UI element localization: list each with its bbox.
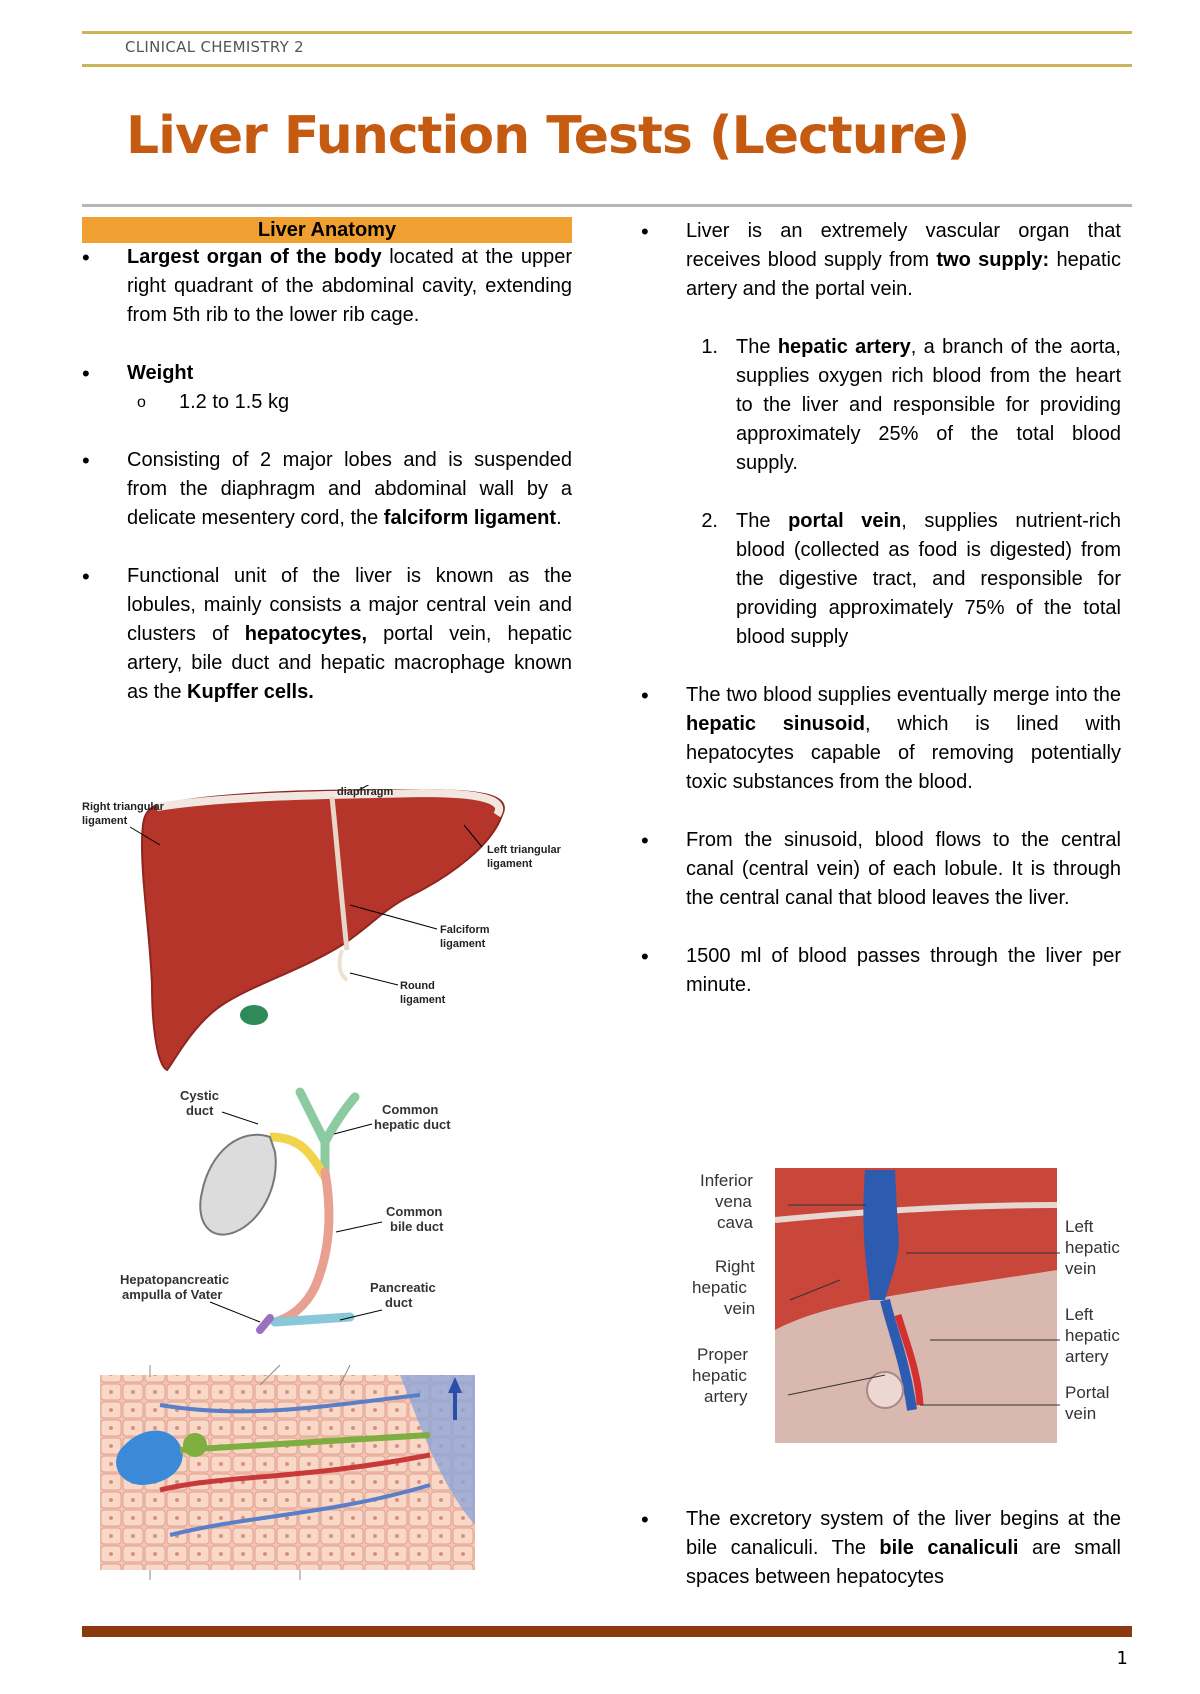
- blood-supply-list: [641, 217, 1121, 1000]
- label-right-triangular-2: ligament: [82, 815, 128, 827]
- running-header: CLINICAL CHEMISTRY 2: [125, 38, 304, 56]
- leader-line: [210, 1302, 260, 1322]
- label-left-hepatic-artery-3: artery: [1065, 1347, 1109, 1366]
- label-ampulla-2: ampulla of Vater: [122, 1287, 223, 1302]
- text: The: [736, 336, 778, 358]
- list-item: [82, 562, 572, 707]
- text: are small spaces between hepatocytes: [686, 1537, 1121, 1588]
- text: , supplies nutrient-rich blood (collected as food is digested) from the digestive tract, and responsible for providing approximately 75% of the total blood supply: [736, 510, 1121, 648]
- list-item: [82, 446, 572, 533]
- label-left-hepatic-artery: Left: [1065, 1305, 1094, 1324]
- label-left-triangular: Left triangular: [487, 844, 561, 856]
- page-title: Liver Function Tests (Lecture): [126, 106, 970, 166]
- hepatic-vessels-figure: [680, 1160, 1130, 1460]
- label-right-hepatic-vein-2: hepatic: [692, 1278, 747, 1297]
- cystic-duct: [270, 1137, 325, 1177]
- item-number: 1.: [701, 336, 718, 358]
- text: Consisting of 2 major lobes and is suspended from the diaphragm and abdominal wall by a delicate mesentery cord, the: [127, 449, 572, 529]
- list-item: [641, 1505, 1121, 1592]
- label-ampulla: Hepatopancreatic: [120, 1272, 230, 1287]
- label-portal-vein-2: vein: [1065, 1404, 1097, 1423]
- label-common-bile: Common: [386, 1204, 443, 1219]
- footer-rule: [82, 1626, 1132, 1637]
- pancreatic-duct: [275, 1317, 350, 1322]
- label-proper-hepatic-artery: Proper: [697, 1345, 749, 1364]
- hepatic-ducts: [300, 1092, 355, 1142]
- bold-text: Kupffer cells.: [187, 681, 314, 703]
- label-left-hepatic-vein-3: vein: [1065, 1259, 1097, 1278]
- bold-text: hepatocytes,: [244, 623, 368, 645]
- round-ligament: [340, 950, 347, 980]
- bold-text: hepatic sinusoid: [686, 713, 866, 735]
- anatomy-list: [82, 243, 572, 707]
- label-round: Round: [400, 980, 435, 992]
- text: , which is lined with hepatocytes capable of removing potentially toxic substances from the blood.: [686, 713, 1121, 793]
- label-pancreatic-2: duct: [385, 1295, 413, 1310]
- list-item: • 1500 ml of blood passes through the liver per minute.: [641, 942, 1121, 1000]
- label-left-triangular-2: ligament: [487, 858, 533, 870]
- label-right-triangular: Right triangular: [82, 801, 164, 813]
- label-left-hepatic-vein-2: hepatic: [1065, 1238, 1120, 1257]
- text: Functional unit of the liver is known as the lobules, mainly consists a major central vein and clusters of: [127, 565, 572, 645]
- label-ivc-2: vena: [715, 1192, 752, 1211]
- label-pancreatic: Pancreatic: [370, 1280, 436, 1295]
- bold-text: Largest organ of the body: [127, 246, 382, 268]
- bile-duct-figure: [120, 1082, 520, 1342]
- leader-line: [334, 1124, 372, 1134]
- common-bile-duct: [275, 1172, 329, 1322]
- label-cystic: Cystic: [180, 1088, 220, 1103]
- list-item: [82, 243, 572, 330]
- label-left-hepatic-artery-2: hepatic: [1065, 1326, 1120, 1345]
- left-column: [82, 217, 572, 736]
- label-common-bile-2: bile duct: [390, 1219, 444, 1234]
- numbered-item: [686, 333, 1121, 478]
- label-proper-hepatic-artery-3: artery: [704, 1387, 748, 1406]
- list-item: • From the sinusoid, blood flows to the central canal (central vein) of each lobule. It is through the central canal that blood leaves the liver.: [641, 826, 1121, 913]
- text: The excretory system of the liver begins at the bile canaliculi. The: [686, 1508, 1121, 1559]
- label-round-2: ligament: [400, 994, 446, 1006]
- text: The two blood supplies eventually merge into the: [686, 684, 1121, 706]
- bold-text: bile canaliculi: [879, 1537, 1019, 1559]
- title-rule: [82, 204, 1132, 207]
- label-portal-vein: Portal: [1065, 1383, 1110, 1402]
- sub-item: o 1.2 to 1.5 kg: [127, 388, 572, 417]
- text: Liver is an extremely vascular organ that receives blood supply from: [686, 220, 1121, 271]
- gallbladder: [240, 1005, 268, 1025]
- lobule-histology-figure: [100, 1365, 480, 1580]
- numbered-list: [686, 333, 1121, 652]
- label-common-hepatic-2: hepatic duct: [374, 1117, 451, 1132]
- leader-line: [222, 1112, 258, 1124]
- label-cystic-2: duct: [186, 1103, 214, 1118]
- bold-text: Weight: [127, 362, 194, 384]
- label-diaphragm: diaphragm: [337, 786, 394, 798]
- label-left-hepatic-vein: Left: [1065, 1217, 1094, 1236]
- label-falciform-2: ligament: [440, 938, 486, 950]
- leader-line: [336, 1222, 382, 1232]
- ampulla: [260, 1318, 270, 1330]
- gallbladder: [200, 1135, 275, 1235]
- item-number: 2.: [701, 510, 718, 532]
- text: portal vein, hepatic artery, bile duct and hepatic macrophage known as the: [127, 623, 573, 703]
- label-ivc: Inferior: [700, 1171, 753, 1190]
- bold-text: two supply:: [936, 249, 1050, 271]
- label-falciform: Falciform: [440, 924, 490, 936]
- numbered-item: [686, 507, 1121, 652]
- text: located at the upper right quadrant of the abdominal cavity, extending from 5th rib to the lower rib cage.: [127, 246, 572, 326]
- list-item: [641, 217, 1121, 652]
- label-right-hepatic-vein-3: vein: [724, 1299, 756, 1318]
- list-item: [82, 359, 572, 417]
- list-item: [641, 681, 1121, 797]
- section-heading: Liver Anatomy: [82, 217, 572, 243]
- leader-line: [350, 973, 398, 985]
- bold-text: portal vein: [788, 510, 902, 532]
- label-proper-hepatic-artery-2: hepatic: [692, 1366, 747, 1385]
- bold-text: falciform ligament: [383, 507, 557, 529]
- text: The: [736, 510, 789, 532]
- excretory-list: [641, 1505, 1121, 1592]
- page-number: 1: [1116, 1648, 1128, 1669]
- right-column: [641, 217, 1121, 1029]
- label-common-hepatic: Common: [382, 1102, 439, 1117]
- label-ivc-3: cava: [717, 1213, 753, 1232]
- text: .: [556, 507, 562, 529]
- header-rule-top: [82, 31, 1132, 34]
- bold-text: hepatic artery: [777, 336, 911, 358]
- text: , a branch of the aorta, supplies oxygen rich blood from the heart to the liver and responsible for providing approximately 25% of the total blood supply.: [736, 336, 1121, 474]
- label-right-hepatic-vein: Right: [715, 1257, 755, 1276]
- liver-anatomy-figure: [82, 785, 572, 1085]
- text: hepatic artery and the portal vein.: [686, 249, 1121, 300]
- bile-duct: [183, 1433, 207, 1457]
- right-column-continued: [641, 1505, 1121, 1592]
- header-rule-bottom: [82, 64, 1132, 67]
